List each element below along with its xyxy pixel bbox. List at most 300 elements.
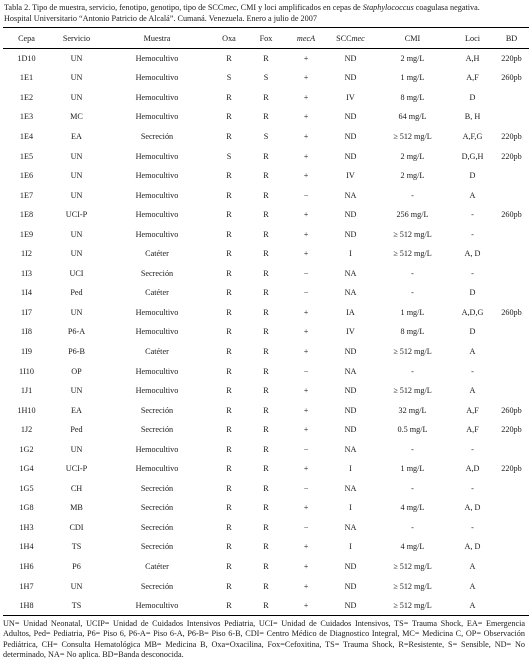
header-cepa: Cepa: [3, 28, 50, 49]
cell-oxa: R: [226, 229, 232, 239]
cell-bd: 260pb: [501, 73, 522, 83]
cell-servicio: UCI-P: [65, 210, 88, 220]
cell-bd: [494, 88, 529, 108]
table-row: [3, 342, 529, 362]
cell-servicio: TS: [50, 596, 103, 616]
cell-oxa: R: [226, 249, 232, 259]
cell-bd: 260pb: [501, 210, 522, 220]
cell-cmi: -: [411, 483, 414, 493]
cell-meca: +: [303, 131, 309, 141]
table-row: [3, 322, 529, 342]
cell-meca: +: [303, 171, 309, 181]
cell-bd: 220pb: [501, 151, 522, 161]
cell-cmi: ≥ 512 mg/L: [374, 596, 451, 616]
cell-bd: [494, 498, 529, 518]
caption-text: Tabla 2. Tipo de muestra, servicio, fenotipo, genotipo, tipo de SCC: [4, 3, 224, 12]
cell-bd: [494, 166, 529, 186]
cell-sccmec: NA: [344, 288, 357, 298]
cell-bd: [494, 439, 529, 459]
cell-sccmec: ND: [327, 596, 374, 616]
table-row: [3, 439, 529, 459]
table-row: [3, 459, 529, 479]
cell-muestra: Secreción: [140, 522, 174, 532]
cell-sccmec: IA: [346, 307, 355, 317]
cell-servicio: TS: [71, 542, 82, 552]
cell-bd: 220pb: [501, 54, 522, 64]
cell-muestra: Catéter: [145, 249, 169, 259]
cell-fox: R: [263, 405, 269, 415]
cell-meca: +: [303, 464, 309, 474]
cell-servicio: Ped: [70, 425, 83, 435]
cell-muestra: Hemocultivo: [135, 444, 179, 454]
cell-cepa: 1D10: [17, 54, 36, 64]
cell-cepa: 1H6: [19, 561, 34, 571]
cell-loci: A,F,G: [462, 131, 483, 141]
cell-fox: R: [263, 327, 269, 337]
header-sccmec-italic: mec: [351, 33, 365, 43]
cell-oxa: R: [226, 112, 232, 122]
caption-species: Staphylococcus: [362, 3, 414, 12]
cell-cmi: 0.5 mg/L: [397, 425, 428, 435]
cell-loci: A: [469, 386, 476, 396]
cell-oxa: R: [226, 366, 232, 376]
table-row: [3, 596, 529, 616]
cell-fox: R: [263, 581, 269, 591]
cell-sccmec: ND: [344, 73, 357, 83]
cell-servicio: UN: [70, 386, 83, 396]
cell-servicio: UN: [70, 171, 83, 181]
cell-sccmec: NA: [344, 268, 357, 278]
cell-oxa: R: [226, 327, 232, 337]
cell-servicio: UN: [70, 307, 83, 317]
cell-meca: +: [303, 386, 309, 396]
cell-bd: [494, 381, 529, 401]
cell-servicio: UN: [70, 444, 83, 454]
cell-meca: −: [303, 190, 309, 200]
header-meca: mecA: [285, 28, 327, 49]
cell-muestra: Secreción: [140, 542, 174, 552]
header-cmi: CMI: [374, 28, 451, 49]
caption-hospital: Hospital Universitario “Antonio Patricio de Alcalá”. Cumaná. Venezuela. Enero a julio de 2007: [4, 13, 317, 23]
cell-muestra: Hemocultivo: [135, 190, 179, 200]
cell-cmi: -: [411, 522, 414, 532]
cell-muestra: Hemocultivo: [135, 386, 179, 396]
cell-muestra: Secreción: [140, 581, 174, 591]
header-bd: BD: [494, 28, 529, 49]
cell-meca: +: [303, 210, 309, 220]
cell-bd: [494, 322, 529, 342]
cell-bd: [494, 185, 529, 205]
cell-cepa: 1E2: [19, 92, 34, 102]
cell-cmi: ≥ 512 mg/L: [393, 346, 432, 356]
cell-meca: +: [303, 112, 309, 122]
cell-muestra: Secreción: [140, 405, 174, 415]
cell-servicio: UCI-P: [65, 464, 88, 474]
cell-fox: R: [263, 268, 269, 278]
cell-bd: [494, 596, 529, 616]
cell-muestra: Hemocultivo: [135, 229, 179, 239]
table-row: [3, 205, 529, 225]
cell-fox: R: [263, 386, 269, 396]
cell-muestra: Catéter: [145, 288, 169, 298]
cell-muestra: Secreción: [140, 425, 174, 435]
cell-fox: R: [263, 425, 269, 435]
cell-sccmec: NA: [344, 190, 357, 200]
cell-muestra: Catéter: [145, 561, 169, 571]
cell-muestra: Hemocultivo: [135, 210, 179, 220]
cell-cmi: -: [411, 268, 414, 278]
cell-fox: R: [263, 464, 269, 474]
cell-fox: S: [263, 131, 269, 141]
caption-mec: mec: [223, 3, 237, 12]
cell-loci: A,H: [465, 54, 480, 64]
cell-cmi: ≥ 512 mg/L: [393, 249, 432, 259]
cell-sccmec: I: [349, 503, 352, 513]
cell-sccmec: ND: [344, 346, 357, 356]
cell-servicio: CH: [70, 483, 83, 493]
cell-bd: 220pb: [501, 425, 522, 435]
cell-cepa: 1E7: [19, 190, 34, 200]
cell-fox: S: [263, 73, 269, 83]
cell-cepa: 1G2: [19, 444, 34, 454]
caption-text-end: coagulasa negativa.: [413, 3, 480, 12]
cell-muestra: Hemocultivo: [135, 112, 179, 122]
cell-fox: R: [263, 92, 269, 102]
cell-cmi: ≥ 512 mg/L: [393, 581, 432, 591]
cell-meca: +: [303, 54, 309, 64]
table-row: [3, 244, 529, 264]
cell-bd: [494, 107, 529, 127]
cell-meca: +: [303, 229, 309, 239]
cell-fox: R: [247, 596, 285, 616]
cell-cmi: -: [411, 444, 414, 454]
cell-sccmec: ND: [344, 405, 357, 415]
cell-fox: R: [263, 366, 269, 376]
cell-loci: A,D,G: [461, 307, 484, 317]
table-body: [3, 49, 529, 616]
cell-loci: D: [469, 288, 476, 298]
table-row: [3, 166, 529, 186]
cell-fox: R: [263, 288, 269, 298]
cell-sccmec: ND: [344, 112, 357, 122]
table-row: [3, 146, 529, 166]
cell-oxa: R: [226, 464, 232, 474]
cell-loci: A,D: [465, 464, 480, 474]
cell-meca: +: [303, 346, 309, 356]
cell-sccmec: I: [349, 542, 352, 552]
cell-muestra: Hemocultivo: [135, 92, 179, 102]
cell-loci: D: [469, 92, 476, 102]
cell-fox: R: [263, 542, 269, 552]
cell-sccmec: ND: [344, 581, 357, 591]
cell-muestra: Hemocultivo: [135, 73, 179, 83]
cell-bd: [494, 224, 529, 244]
table-row: [3, 361, 529, 381]
cell-cmi: 1 mg/L: [400, 464, 425, 474]
cell-cepa: 1I10: [18, 366, 34, 376]
cell-servicio: P6-A: [67, 327, 86, 337]
cell-muestra: Hemocultivo: [135, 464, 179, 474]
cell-cmi: -: [411, 366, 414, 376]
cell-cmi: -: [411, 190, 414, 200]
header-sccmec-prefix: SCC: [336, 33, 352, 43]
cell-servicio: MC: [70, 112, 83, 122]
cell-muestra: Secreción: [140, 268, 174, 278]
cell-loci: A, D: [464, 542, 481, 552]
cell-bd: [494, 283, 529, 303]
cell-servicio: MB: [70, 503, 83, 513]
cell-muestra: Hemocultivo: [135, 171, 179, 181]
table-footnote: UN= Unidad Neonatal, UCIP= Unidad de Cuidados Intensivos Pediatria, UCI= Unidad de Cuidados Intensivos, TS= Trauma Shock, EA= Emergencia Adultos, Ped= Pediatria, P6= Piso 6, P6-A= Piso 6-A, P6-B= Piso 6-B, CDI= Centro Médico de Diagnostico Integral, MC= Medicina C, OP= Observación Pediátrica, CH= Consulta Hematológica MB= Medicina B, Oxa=Oxacilina, Fox=Cefoxitina, TS= Trauma Shock, R=Resistente, S= Sensible, ND= No determinado, NA= No aplica. BD=Banda desconocida.: [3, 618, 525, 660]
cell-sccmec: ND: [344, 386, 357, 396]
cell-oxa: R: [226, 386, 232, 396]
cell-sccmec: ND: [344, 131, 357, 141]
cell-servicio: P6-B: [68, 346, 85, 356]
results-table: [3, 27, 529, 616]
cell-muestra: Secreción: [140, 131, 174, 141]
cell-cmi: 8 mg/L: [400, 92, 425, 102]
cell-cepa: 1E8: [19, 210, 34, 220]
cell-meca: +: [303, 327, 309, 337]
cell-servicio: UCI: [69, 268, 84, 278]
cell-cepa: 1J1: [20, 386, 33, 396]
cell-oxa: S: [226, 73, 232, 83]
table-caption: [4, 3, 529, 25]
cell-oxa: R: [226, 54, 232, 64]
cell-cepa: 1I3: [21, 268, 32, 278]
cell-cepa: 1E6: [19, 171, 34, 181]
cell-oxa: R: [226, 92, 232, 102]
cell-sccmec: NA: [344, 483, 357, 493]
cell-muestra: Secreción: [140, 503, 174, 513]
cell-oxa: R: [226, 561, 232, 571]
cell-oxa: R: [226, 288, 232, 298]
cell-oxa: R: [226, 425, 232, 435]
cell-cmi: -: [411, 288, 414, 298]
cell-loci: -: [471, 229, 474, 239]
cell-meca: +: [303, 73, 309, 83]
cell-cmi: 32 mg/L: [398, 405, 427, 415]
cell-servicio: UN: [70, 73, 83, 83]
cell-muestra: Hemocultivo: [135, 307, 179, 317]
table-row: [3, 49, 529, 69]
cell-cepa: 1E9: [19, 229, 34, 239]
cell-fox: R: [263, 112, 269, 122]
cell-meca: −: [303, 483, 309, 493]
cell-sccmec: I: [349, 464, 352, 474]
cell-bd: [494, 244, 529, 264]
cell-loci: A,F: [466, 405, 479, 415]
cell-loci: A, D: [464, 503, 481, 513]
table-header-row: [3, 28, 529, 49]
cell-loci: A: [469, 561, 476, 571]
cell-loci: D,G,H: [461, 151, 484, 161]
cell-muestra: Hemocultivo: [135, 151, 179, 161]
cell-fox: R: [263, 444, 269, 454]
header-muestra: Muestra: [103, 28, 211, 49]
cell-meca: +: [303, 405, 309, 415]
cell-cmi: 1 mg/L: [400, 307, 425, 317]
cell-loci: D: [469, 327, 476, 337]
cell-cepa: 1H7: [19, 581, 34, 591]
cell-loci: A,F: [466, 425, 479, 435]
cell-sccmec: ND: [344, 561, 357, 571]
cell-cepa: 1H8: [3, 596, 50, 616]
table-row: [3, 88, 529, 108]
table-row: [3, 303, 529, 323]
cell-cmi: ≥ 512 mg/L: [393, 561, 432, 571]
cell-cepa: 1I4: [21, 288, 32, 298]
cell-cepa: 1H10: [17, 405, 36, 415]
cell-cepa: 1H3: [19, 522, 34, 532]
cell-fox: R: [263, 171, 269, 181]
cell-loci: A: [469, 581, 476, 591]
cell-oxa: R: [226, 190, 232, 200]
cell-servicio: UN: [70, 229, 83, 239]
cell-cmi: 4 mg/L: [400, 542, 425, 552]
cell-servicio: CDI: [69, 522, 84, 532]
cell-meca: −: [303, 444, 309, 454]
cell-oxa: R: [226, 522, 232, 532]
cell-oxa: R: [226, 131, 232, 141]
caption-text-mid: , CMI y loci amplificados en cepas de: [236, 3, 363, 12]
cell-servicio: UN: [70, 190, 83, 200]
cell-loci: D: [469, 171, 476, 181]
cell-servicio: UN: [70, 249, 83, 259]
cell-oxa: R: [211, 596, 247, 616]
cell-oxa: R: [226, 307, 232, 317]
cell-fox: R: [263, 190, 269, 200]
cell-oxa: R: [226, 171, 232, 181]
cell-servicio: OP: [71, 366, 82, 376]
cell-loci: A, D: [464, 249, 481, 259]
cell-muestra: Hemocultivo: [135, 366, 179, 376]
cell-oxa: R: [226, 210, 232, 220]
cell-oxa: R: [226, 581, 232, 591]
cell-loci: A: [469, 346, 476, 356]
cell-fox: R: [263, 561, 269, 571]
cell-loci: -: [471, 366, 474, 376]
cell-cmi: ≥ 512 mg/L: [393, 386, 432, 396]
cell-cepa: 1G8: [19, 503, 34, 513]
table-row: [3, 68, 529, 88]
cell-oxa: R: [226, 542, 232, 552]
cell-loci: A: [469, 190, 476, 200]
cell-bd: [494, 557, 529, 577]
cell-meca: +: [303, 249, 309, 259]
cell-loci: -: [471, 483, 474, 493]
table-row: [3, 479, 529, 499]
cell-cepa: 1I2: [21, 249, 32, 259]
table-row: [3, 420, 529, 440]
cell-sccmec: IV: [346, 171, 355, 181]
cell-servicio: EA: [71, 405, 82, 415]
cell-cmi: 2 mg/L: [400, 171, 425, 181]
cell-fox: R: [263, 307, 269, 317]
cell-servicio: UN: [70, 54, 83, 64]
table-row: [3, 107, 529, 127]
table-row: [3, 557, 529, 577]
header-servicio: Servicio: [50, 28, 103, 49]
table-row: [3, 283, 529, 303]
cell-fox: R: [263, 54, 269, 64]
cell-bd: [494, 576, 529, 596]
cell-meca: −: [303, 268, 309, 278]
cell-oxa: R: [226, 405, 232, 415]
cell-cepa: 1E5: [19, 151, 34, 161]
cell-muestra: Hemocultivo: [135, 327, 179, 337]
cell-meca: −: [303, 366, 309, 376]
cell-bd: 260pb: [501, 405, 522, 415]
cell-meca: +: [303, 503, 309, 513]
cell-bd: [494, 342, 529, 362]
cell-cmi: 64 mg/L: [398, 112, 427, 122]
cell-meca: −: [303, 288, 309, 298]
cell-sccmec: IV: [346, 92, 355, 102]
table-row: [3, 518, 529, 538]
cell-oxa: S: [226, 151, 232, 161]
cell-loci: A,F: [466, 73, 479, 83]
header-loci: Loci: [451, 28, 494, 49]
table-row: [3, 224, 529, 244]
cell-sccmec: IV: [346, 327, 355, 337]
cell-oxa: R: [226, 503, 232, 513]
table-row: [3, 498, 529, 518]
cell-muestra: Hemocultivo: [135, 54, 179, 64]
cell-meca: +: [303, 425, 309, 435]
cell-cmi: 1 mg/L: [400, 73, 425, 83]
cell-sccmec: ND: [344, 151, 357, 161]
cell-oxa: R: [226, 444, 232, 454]
cell-cepa: 1E4: [19, 131, 34, 141]
cell-loci: -: [471, 444, 474, 454]
table-row: [3, 264, 529, 284]
cell-cmi: 2 mg/L: [400, 151, 425, 161]
cell-meca: −: [303, 522, 309, 532]
cell-meca: +: [303, 151, 309, 161]
cell-cmi: ≥ 512 mg/L: [393, 229, 432, 239]
cell-bd: [494, 537, 529, 557]
cell-fox: R: [263, 483, 269, 493]
cell-sccmec: ND: [344, 425, 357, 435]
cell-cmi: 2 mg/L: [400, 54, 425, 64]
cell-cepa: 1G4: [19, 464, 34, 474]
cell-sccmec: ND: [344, 54, 357, 64]
cell-loci: -: [471, 210, 474, 220]
cell-sccmec: ND: [344, 229, 357, 239]
cell-cepa: 1E1: [19, 73, 34, 83]
cell-bd: 260pb: [501, 307, 522, 317]
cell-servicio: UN: [70, 581, 83, 591]
cell-bd: 220pb: [501, 131, 522, 141]
cell-oxa: R: [226, 483, 232, 493]
cell-cepa: 1I9: [21, 346, 32, 356]
cell-servicio: Ped: [70, 288, 83, 298]
table-row: [3, 576, 529, 596]
cell-loci: B, H: [464, 112, 481, 122]
cell-cepa: 1H4: [19, 542, 34, 552]
cell-fox: R: [263, 522, 269, 532]
cell-sccmec: NA: [344, 522, 357, 532]
cell-servicio: P6: [72, 561, 81, 571]
cell-meca: +: [303, 561, 309, 571]
cell-bd: [494, 479, 529, 499]
cell-cmi: 8 mg/L: [400, 327, 425, 337]
cell-sccmec: ND: [344, 210, 357, 220]
table-row: [3, 127, 529, 147]
cell-servicio: UN: [70, 151, 83, 161]
cell-loci: -: [471, 522, 474, 532]
